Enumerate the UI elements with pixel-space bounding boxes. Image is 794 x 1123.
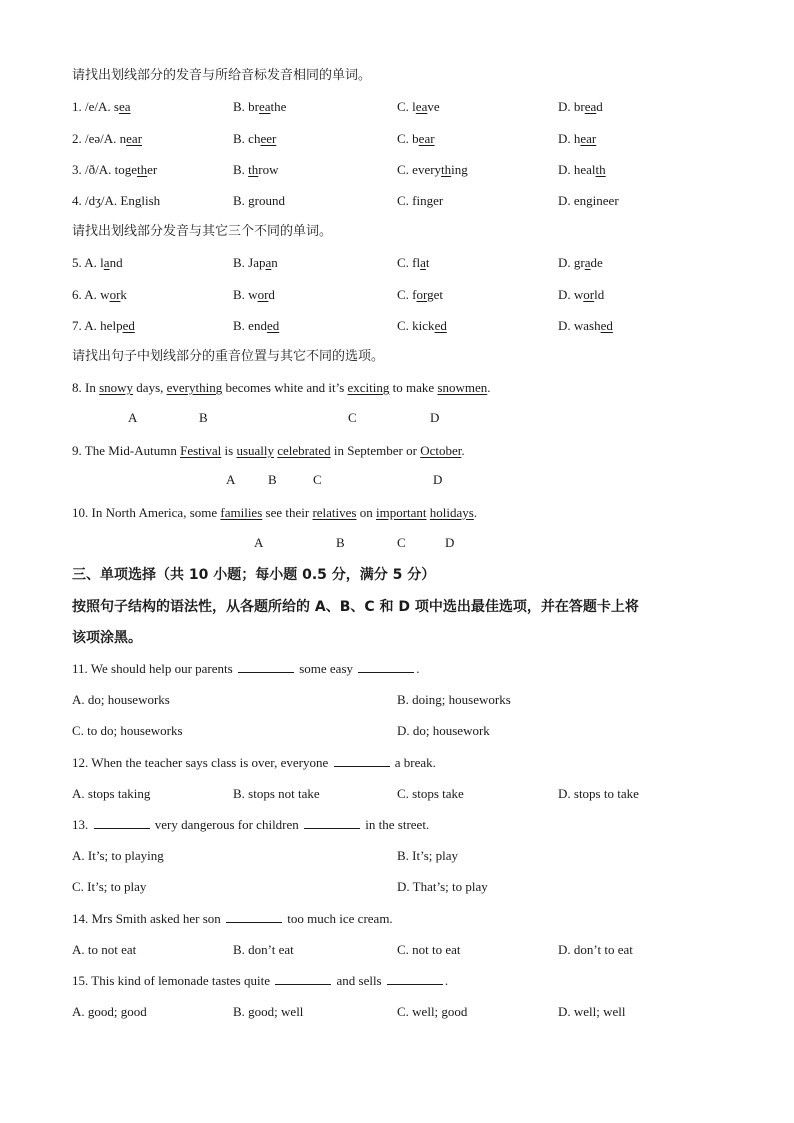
choice-label-d: D	[445, 535, 455, 550]
option-d: D. do; housework	[397, 723, 490, 738]
option-d: D. hear	[558, 131, 597, 146]
option-d: D. That’s; to play	[397, 879, 488, 894]
answer-blank	[94, 815, 150, 829]
option-c: C. not to eat	[397, 942, 461, 957]
option-b: B. word	[233, 287, 275, 302]
question-12-stem: 12. When the teacher says class is over, everyone a break.	[72, 755, 436, 770]
choice-label-a: A	[254, 535, 264, 550]
option-b: B. stops not take	[233, 786, 320, 801]
question-10-sentence: 10. In North America, some families see their relatives on important holidays.	[72, 505, 478, 520]
option-d: D. washed	[558, 318, 613, 333]
option-d: D. world	[558, 287, 605, 302]
option-c: C. forget	[397, 287, 443, 302]
question-9-sentence: 9. The Mid-Autumn Festival is usually celebrated in September or October.	[72, 443, 465, 458]
option-d: D. engineer	[558, 193, 619, 208]
option-d: D. well; well	[558, 1004, 626, 1019]
option-b: B. don’t eat	[233, 942, 294, 957]
option-a: A. to not eat	[72, 942, 137, 957]
option-c: C. well; good	[397, 1004, 468, 1019]
answer-blank	[304, 815, 360, 829]
section1-instruction: 请找出划线部分的发音与所给音标发音相同的单词。	[72, 68, 372, 83]
option-a: 3. /ð/A. together	[72, 162, 158, 177]
part3-instruction-line2: 该项涂黑。	[72, 630, 142, 646]
answer-blank	[226, 909, 282, 923]
question-11-stem: 11. We should help our parents some easy .	[72, 661, 420, 676]
option-a: 6. A. work	[72, 287, 127, 302]
choice-label-b: B	[199, 410, 208, 425]
choice-label-d: D	[430, 410, 440, 425]
option-d: D. grade	[558, 255, 603, 270]
option-c: C. bear	[397, 131, 435, 146]
question-13-stem: 13. very dangerous for children in the street.	[72, 817, 430, 832]
option-a: 5. A. land	[72, 255, 123, 270]
option-d: D. health	[558, 162, 606, 177]
option-a: 4. /dʒ/A. English	[72, 193, 161, 208]
choice-label-a: A	[128, 410, 138, 425]
option-c: C. It’s; to play	[72, 879, 147, 894]
choice-label-b: B	[336, 535, 345, 550]
choice-label-b: B	[268, 472, 277, 487]
choice-label-d: D	[433, 472, 443, 487]
answer-blank	[387, 971, 443, 985]
option-a: 2. /eə/A. near	[72, 131, 143, 146]
option-a: A. good; good	[72, 1004, 147, 1019]
option-c: C. leave	[397, 99, 440, 114]
option-d: D. bread	[558, 99, 603, 114]
choice-label-c: C	[313, 472, 322, 487]
option-a: A. It’s; to playing	[72, 848, 164, 863]
option-b: B. throw	[233, 162, 279, 177]
option-c: C. flat	[397, 255, 430, 270]
choice-label-c: C	[397, 535, 406, 550]
option-c: C. stops take	[397, 786, 464, 801]
choice-label-c: C	[348, 410, 357, 425]
answer-blank	[238, 659, 294, 673]
option-b: B. cheer	[233, 131, 277, 146]
answer-blank	[275, 971, 331, 985]
answer-blank	[334, 753, 390, 767]
option-a: A. stops taking	[72, 786, 151, 801]
option-b: B. ground	[233, 193, 286, 208]
option-b: B. good; well	[233, 1004, 304, 1019]
option-d: D. stops to take	[558, 786, 639, 801]
option-c: C. everything	[397, 162, 468, 177]
choice-label-a: A	[226, 472, 236, 487]
option-d: D. don’t to eat	[558, 942, 633, 957]
section2-instruction: 请找出划线部分发音与其它三个不同的单词。	[72, 224, 333, 239]
option-b: B. doing; houseworks	[397, 692, 511, 707]
option-b: B. Japan	[233, 255, 278, 270]
option-b: B. breathe	[233, 99, 287, 114]
option-a: 1. /e/A. sea	[72, 99, 131, 114]
part3-instruction-line1: 按照句子结构的语法性，从各题所给的 A、B、C 和 D 项中选出最佳选项，并在答题卡上将	[72, 599, 639, 615]
option-b: B. ended	[233, 318, 280, 333]
answer-blank	[358, 659, 414, 673]
question-8-sentence: 8. In snowy days, everything becomes white and it’s exciting to make snowmen.	[72, 380, 491, 395]
part3-title: 三、单项选择（共 10 小题；每小题 0.5 分，满分 5 分）	[72, 567, 436, 583]
section3-instruction: 请找出句子中划线部分的重音位置与其它不同的选项。	[72, 349, 385, 364]
question-15-stem: 15. This kind of lemonade tastes quite and sells .	[72, 973, 449, 988]
option-c: C. finger	[397, 193, 444, 208]
option-c: C. kicked	[397, 318, 447, 333]
option-b: B. It’s; play	[397, 848, 459, 863]
question-14-stem: 14. Mrs Smith asked her son too much ice cream.	[72, 911, 393, 926]
option-c: C. to do; houseworks	[72, 723, 183, 738]
option-a: A. do; houseworks	[72, 692, 170, 707]
option-a: 7. A. helped	[72, 318, 135, 333]
